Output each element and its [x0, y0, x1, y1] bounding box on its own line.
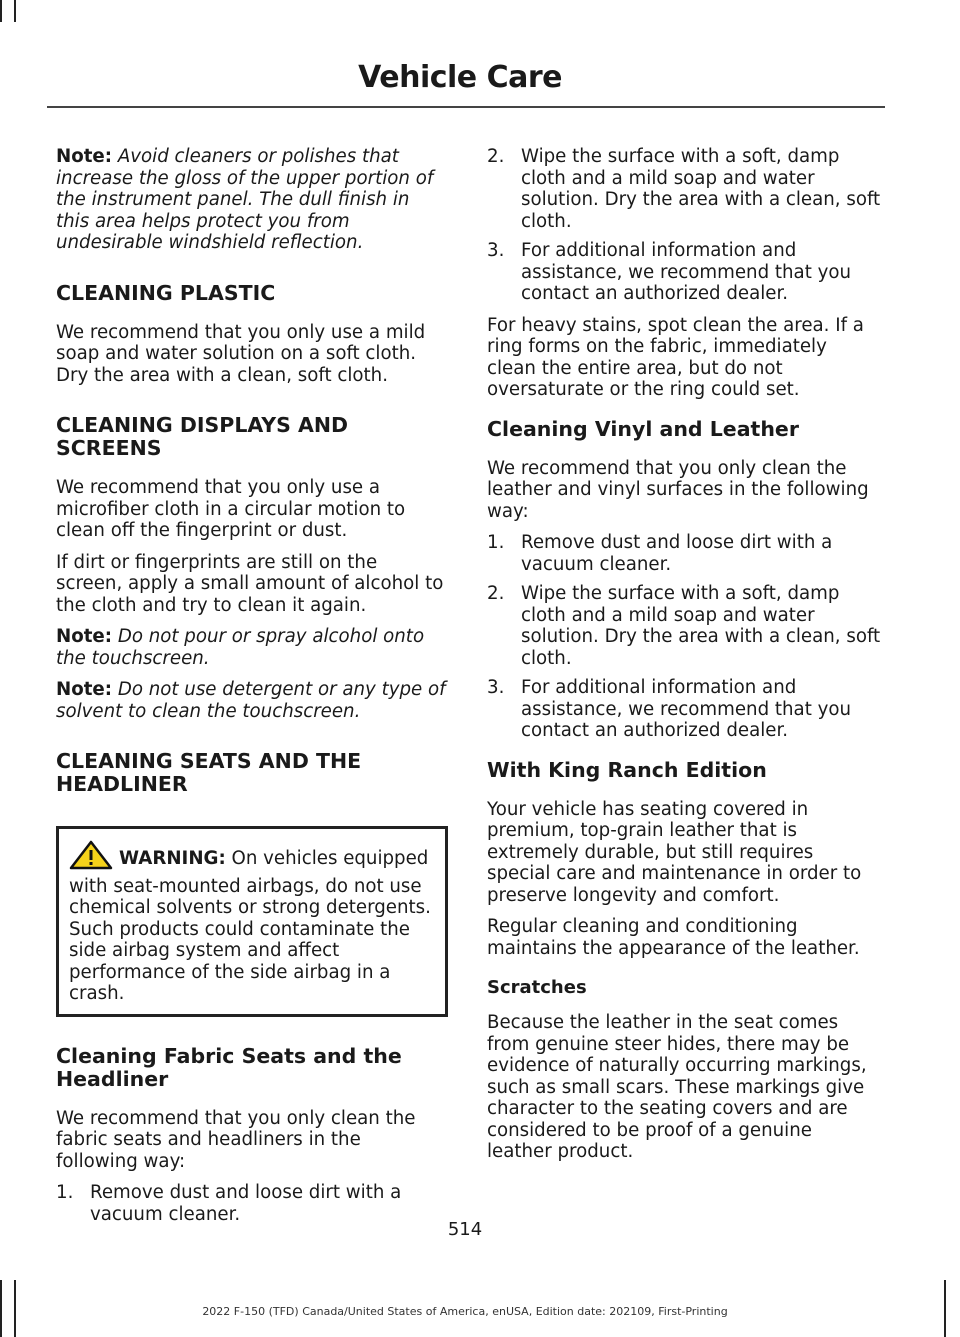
header-divider: [47, 106, 885, 108]
note-paragraph: [56, 626, 448, 669]
note-paragraph: [56, 146, 448, 254]
warning-label: WARNING:: [119, 848, 226, 869]
warning-box: [56, 826, 448, 1017]
fabric-steps-list-continued: [487, 146, 881, 305]
crop-mark: [944, 1280, 946, 1337]
list-item-text: Wipe the surface with a soft, damp cloth and a mild soap and water solution. Dry the area with a clean, soft cloth.: [521, 583, 881, 669]
crop-mark: [0, 0, 2, 22]
note-text: Avoid cleaners or polishes that increase the gloss of the upper portion of the instrument panel. The dull finish in this area helps protect you from undesirable windshield reflection.: [56, 146, 434, 253]
left-column: [56, 146, 448, 1235]
warning-triangle-icon: [69, 840, 113, 876]
body-paragraph: We recommend that you only clean the leather and vinyl surfaces in the following way:: [487, 457, 869, 522]
note-label: Note:: [56, 146, 113, 167]
list-item-number: 1.: [56, 1182, 74, 1203]
body-paragraph: We recommend that you only use a microfiber cloth in a circular motion to clean off the fingerprint or dust.: [56, 477, 406, 541]
warning-paragraph: [69, 840, 435, 1005]
subheading-vinyl-leather: Cleaning Vinyl and Leather: [487, 416, 799, 441]
note-label: Note:: [56, 679, 113, 700]
body-paragraph: Regular cleaning and conditioning maintains the appearance of the leather.: [487, 916, 860, 959]
body-paragraph: Your vehicle has seating covered in premium, top-grain leather that is extremely durable, but still requires special care and maintenance in order to preserve longevity and comfort.: [487, 798, 862, 906]
list-item-text: Remove dust and loose dirt with a vacuum cleaner.: [90, 1182, 402, 1225]
subheading-king-ranch: With King Ranch Edition: [487, 757, 767, 782]
section-heading-cleaning-displays: CLEANING DISPLAYS AND SCREENS: [56, 413, 349, 460]
list-item-text: Remove dust and loose dirt with a vacuum cleaner.: [521, 532, 833, 575]
section-heading-cleaning-seats: CLEANING SEATS AND THE HEADLINER: [56, 749, 362, 796]
list-item: [487, 677, 881, 742]
page-number: 514: [447, 1219, 483, 1240]
list-item-number: 3.: [487, 677, 505, 698]
subheading-cleaning-fabric: Cleaning Fabric Seats and the Headliner: [56, 1043, 402, 1091]
note-text: Do not pour or spray alcohol onto the touchscreen.: [56, 626, 425, 669]
body-paragraph: We recommend that you only use a mild soap and water solution on a soft cloth. Dry the area with a clean, soft cloth.: [56, 321, 426, 386]
body-paragraph: We recommend that you only clean the fabric seats and headliners in the following way:: [56, 1107, 416, 1172]
list-item: [487, 240, 881, 305]
right-column: [487, 146, 881, 1173]
body-paragraph: Because the leather in the seat comes from genuine steer hides, there may be evidence of naturally occurring markings, such as small scars. These markings give character to the seating covers and are considered to be proof of a genuine leather product.: [487, 1012, 867, 1162]
warning-text: On vehicles equipped with seat-mounted airbags, do not use chemical solvents or strong detergents. Such products could contaminate the side airbag system and affect performance of the side airbag in a crash.: [69, 848, 431, 1004]
edition-info: 2022 F-150 (TFD) Canada/United States of America, enUSA, Edition date: 202109, First-Printing: [202, 1305, 728, 1318]
subheading-scratches: Scratches: [487, 977, 587, 998]
crop-mark: [14, 0, 16, 22]
body-paragraph: If dirt or fingerprints are still on the screen, apply a small amount of alcohol to the cloth and try to clean it again.: [56, 551, 444, 616]
page-title: Vehicle Care: [358, 60, 562, 95]
note-paragraph: [56, 679, 448, 722]
note-label: Note:: [56, 626, 113, 647]
list-item-text: For additional information and assistance, we recommend that you contact an authorized dealer.: [521, 240, 852, 304]
list-item-text: Wipe the surface with a soft, damp cloth and a mild soap and water solution. Dry the area with a clean, soft cloth.: [521, 146, 881, 232]
section-heading-cleaning-plastic: CLEANING PLASTIC: [56, 280, 276, 305]
list-item-text: For additional information and assistance, we recommend that you contact an authorized dealer.: [521, 677, 852, 741]
list-item-number: 2.: [487, 583, 505, 604]
body-paragraph: For heavy stains, spot clean the area. If a ring forms on the fabric, immediately clean the entire area, but do not oversaturate or the ring could set.: [487, 314, 864, 400]
list-item-number: 3.: [487, 240, 505, 261]
list-item: [487, 532, 881, 575]
list-item: [487, 583, 881, 669]
list-item-number: 1.: [487, 532, 505, 553]
list-item-number: 2.: [487, 146, 505, 167]
list-item: [487, 146, 881, 232]
vinyl-steps-list: [487, 532, 881, 742]
note-text: Do not use detergent or any type of solvent to clean the touchscreen.: [56, 679, 446, 722]
